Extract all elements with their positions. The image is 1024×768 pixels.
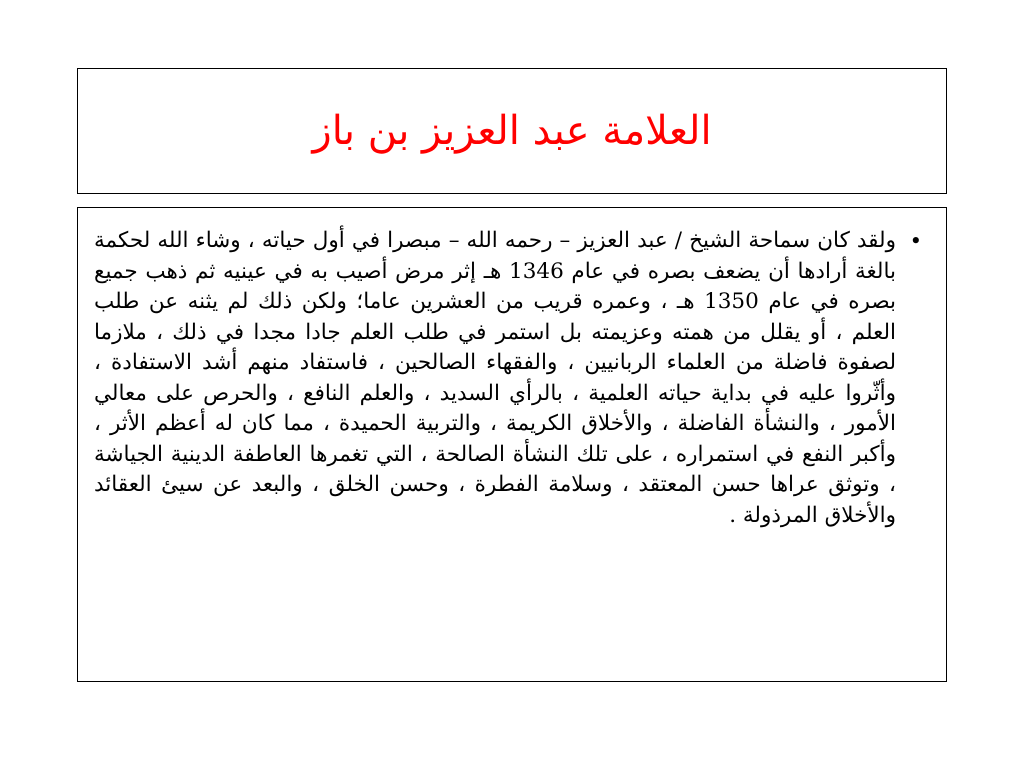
bullet-list: [94, 226, 922, 531]
biography-paragraph: ولقد كان سماحة الشيخ / عبد العزيز – رحمه الله – مبصرا في أول حياته ، وشاء الله لحكمة بالغة أرادها أن يضعف بصره في عام 1346 هـ إثر مرض أصيب به في عينيه ثم ذهب جميع بصره في عام 1350 هـ ، وعمره قريب من العشرين عاما؛ ولكن ذلك لم يثنه عن طلب العلم ، أو يقلل من همته وعزيمته بل استمر في طلب العلم جادا مجدا في ذلك ، ملازما لصفوة فاضلة من العلماء الربانيين ، والفقهاء الصالحين ، فاستفاد منهم أشد الاستفادة ، وأثّروا عليه في بداية حياته العلمية ، بالرأي السديد ، والعلم النافع ، والحرص على معالي الأمور ، والنشأة الفاضلة ، والأخلاق الكريمة ، والتربية الحميدة ، مما كان له أعظم الأثر ، وأكبر النفع في استمراره ، على تلك النشأة الصالحة ، التي تغمرها العاطفة الدينية الجياشة ، وتوثق عراها حسن المعتقد ، وسلامة الفطرة ، وحسن الخلق ، والبعد عن سيئ العقائد والأخلاق المرذولة .: [94, 228, 896, 528]
slide-title: العلامة عبد العزيز بن باز: [312, 108, 712, 154]
bullet-icon: •: [909, 229, 922, 253]
content-placeholder: [77, 207, 947, 682]
title-placeholder: [77, 68, 947, 194]
bullet-item: [94, 226, 922, 531]
